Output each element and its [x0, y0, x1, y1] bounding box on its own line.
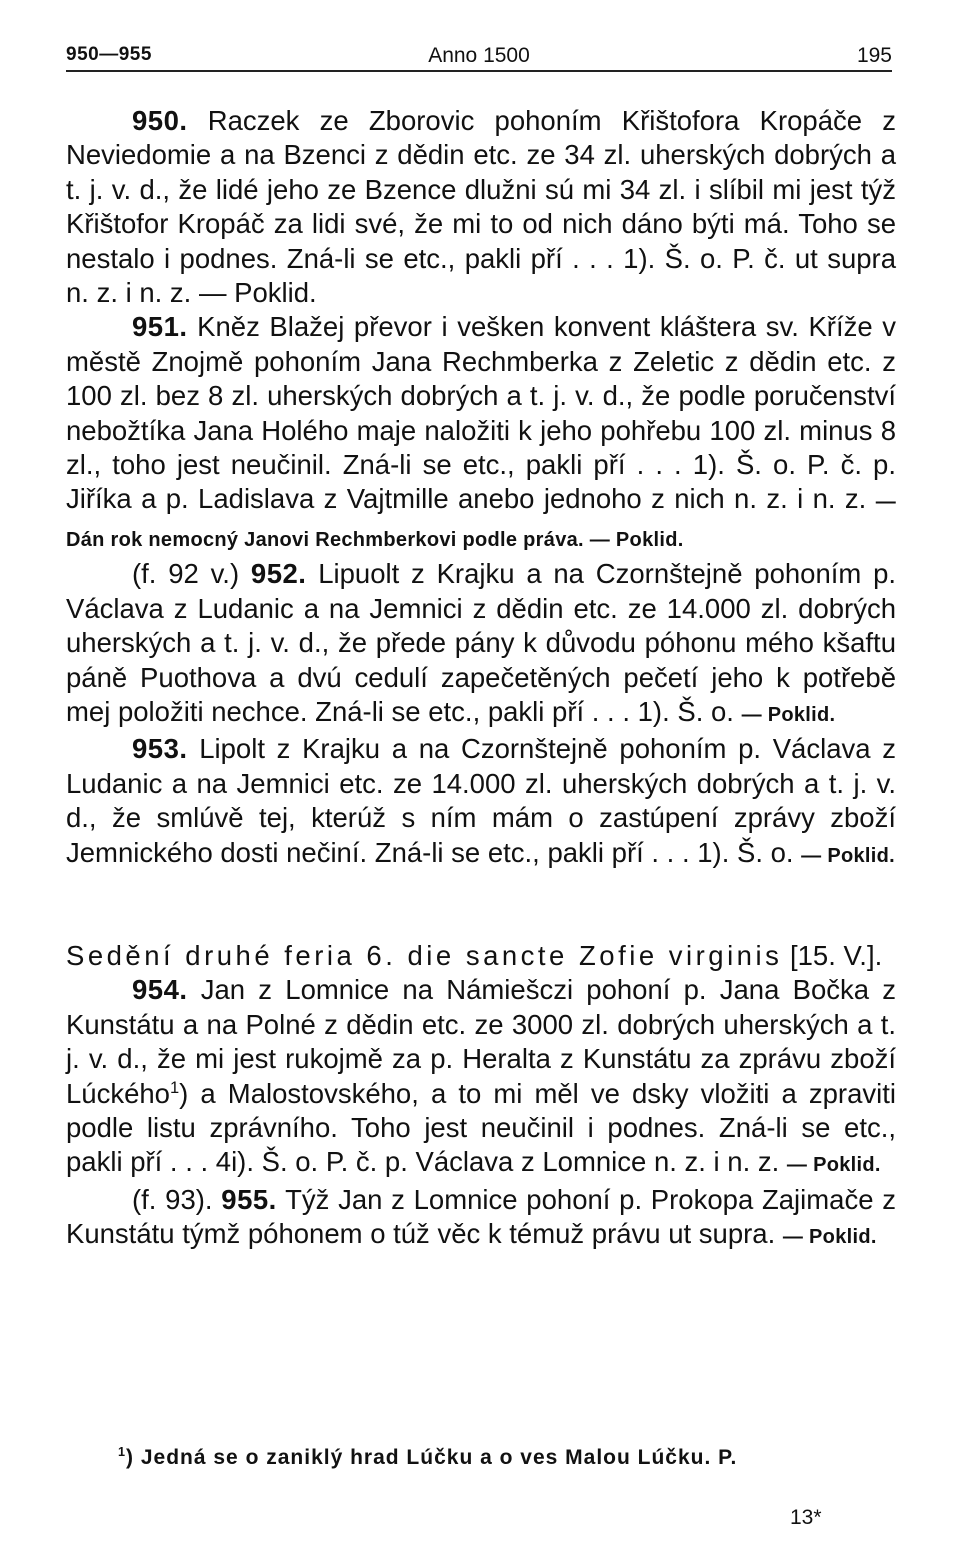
entry-number: 953.	[132, 733, 188, 765]
session-heading	[66, 939, 896, 973]
entry-number: 952.	[250, 558, 307, 590]
footnote-marker: 1	[118, 1445, 127, 1459]
entry-text: Raczek ze Zborovic pohoním Křištofora Kropáče z Neviedomie a na Bzenci z dědin etc. ze 34 zl. uherských dobrých a t. j. v. d., že lidé jeho ze Bzence dlužni sú mi 34 zl. i slíbil mi jest týž Křištofor Kropáč za lidi své, že mi to od nich dáno býti má. Toho se nestalo i podnes. Zná-li se etc., pakli pří . . . 1). Š. o. P. č. ut supra n. z. i n. z. — Poklid.	[66, 105, 896, 309]
entry-text: Jan z Lomnice na Námiešczi pohoní p. Jana Bočka z Kunstátu a na Polné z dědin etc. ze 3000 zl. dobrých uherských a t. j. v. d., že mi jest rukojmě za p. Heralta z Kunstátu za zprávu zboží Lúckého	[66, 974, 896, 1109]
entry-text: Kněz Blažej převor i vešken konvent kláštera sv. Kříže v městě Znojmě pohoním Jana Rechmberka z Zeletic z dědin etc. z 100 zl. bez 8 zl. uherských dobrých a t. j. v. d., že podle poručenství nebožtíka Jana Holého maje naložiti k jeho pohřebu 100 zl. minus 8 zl., toho jest neučinil. Zná-li se etc., pakli pří . . . 1). Š. o. P. č. p. Jiříka a p. Ladislava z Vajtmille anebo jednoho z nich n. z. i n. z.	[66, 311, 896, 515]
signature-mark: 13*	[790, 1506, 822, 1529]
session-date: [15. V.].	[789, 939, 883, 971]
entry-range: 950—955	[66, 44, 152, 65]
entry-text: Lipolt z Krajku a na Czornštejně pohoním p. Václava z Ludanic a na Jemnici etc. ze 14.000 zl. uherských dobrých a t. j. v. d., že smlúvě tej, kterúž s ním mám o zastúpení zprávy zboží Jemnického dosti nečiní. Zná-li se etc., pakli pří . . . 1). Š. o.	[66, 733, 896, 868]
running-header	[66, 40, 892, 72]
entry-950	[66, 104, 896, 310]
entry-number: 951.	[132, 311, 188, 343]
entry-note: — Poklid.	[801, 844, 895, 867]
entry-955	[66, 1183, 896, 1255]
entry-number: 954.	[132, 974, 188, 1006]
entry-note: — Poklid.	[782, 1226, 877, 1249]
header-title: Anno 1500	[428, 44, 530, 67]
folio-marker: (f. 93).	[132, 1183, 213, 1215]
entry-text: Týž Jan z Lomnice pohoní p. Prokopa Zajimače z Kunstátu týmž póhonem o túž věc k témuž právu ut supra.	[66, 1183, 897, 1250]
folio-marker: (f. 92 v.)	[132, 558, 240, 590]
footnotes	[66, 1446, 892, 1470]
footnote-reference: 1	[169, 1078, 180, 1097]
footnote-text: ) Jedná se o zaniklý hrad Lúčku a o ves Malou Lúčku. P.	[126, 1446, 738, 1469]
entry-952	[66, 557, 896, 732]
footnote	[66, 1446, 892, 1470]
entry-953	[66, 732, 896, 873]
section-gap	[66, 873, 896, 939]
entry-text: Lipuolt z Krajku a na Czornštejně pohoním p. Václava z Ludanic a na Jemnici z dědin etc. ze 14.000 zl. dobrých uherských a t. j. v. d., že přede pány k důvodu póhonu mého kšaftu páně Puothova a dvú cedulí zapečetěných pečetí jeho k potřebě mej položiti nechce. Zná-li se etc., pakli pří . . . 1). Š. o.	[66, 558, 897, 727]
main-text	[66, 104, 896, 1255]
entry-number: 955.	[221, 1183, 277, 1215]
entry-note: — Dán rok nemocný Janovi Rechmberkovi podle práva. — Poklid.	[66, 491, 897, 551]
entry-text-continued: ) a Malostovského, a to mi měl ve dsky vložiti a zpraviti podle listu zprávního. Toho jest neučinil i podnes. Zná-li se etc., pakli pří . . . 4i). Š. o. P. č. p. Václava z Lomnice n. z. i n. z.	[66, 1077, 896, 1178]
entry-number: 950.	[132, 105, 188, 136]
entry-954	[66, 973, 896, 1182]
entry-951	[66, 310, 896, 557]
page-number: 195	[856, 44, 892, 67]
entry-note: — Poklid.	[741, 703, 836, 726]
entry-note: — Poklid.	[786, 1154, 881, 1177]
session-title: Sedění druhé feria 6. die sancte Zofie virginis	[66, 939, 783, 971]
